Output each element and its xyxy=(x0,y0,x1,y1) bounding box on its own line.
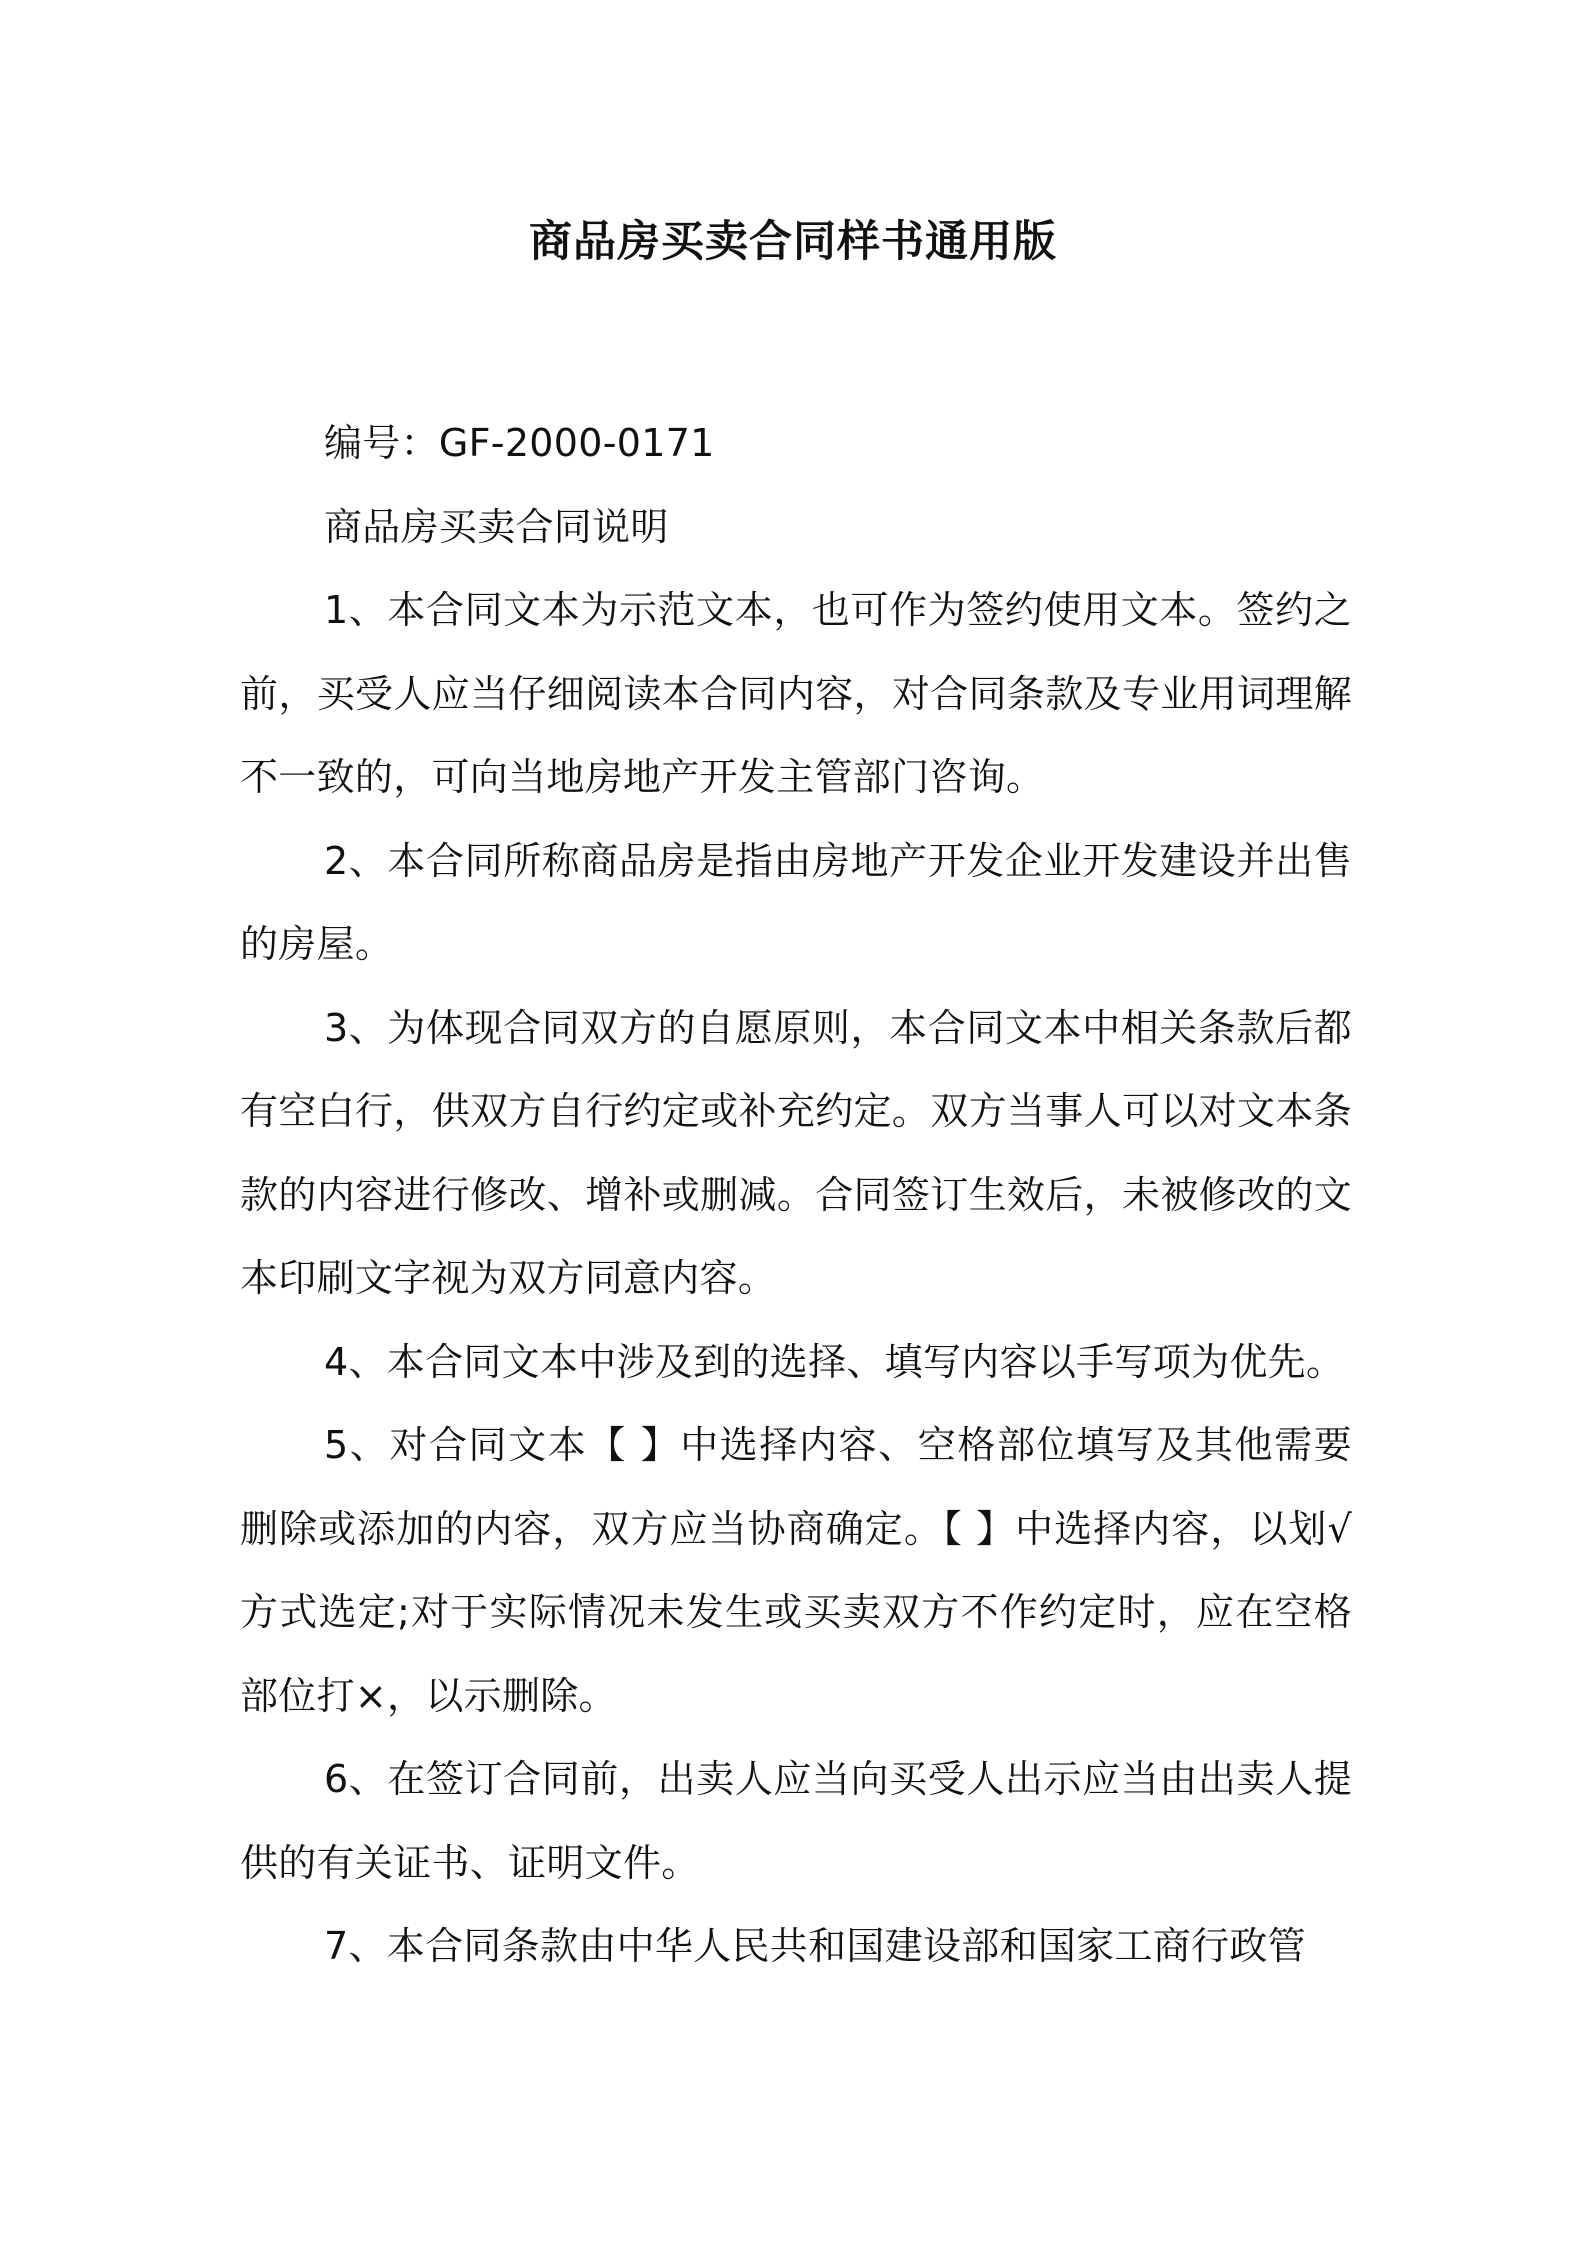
paragraph-4: 4、本合同文本中涉及到的选择、填写内容以手写项为优先。 xyxy=(324,1339,1345,1384)
document-title: 商品房买卖合同样书通用版 xyxy=(529,217,1057,267)
document-body xyxy=(240,402,1352,1989)
paragraph-5: 5、对合同文本【 】中选择内容、空格部位填写及其他需要删除或添加的内容，双方应当协商确定。【 】中选择内容，以划√方式选定;对于实际情况未发生或买卖双方不作约定时，应在空格部位打×，以示删除。 xyxy=(240,1423,1352,1718)
paragraph-3: 3、为体现合同双方的自愿原则，本合同文本中相关条款后都有空白行，供双方自行约定或补充约定。双方当事人可以对文本条款的内容进行修改、增补或删减。合同签订生效后，未被修改的文本印刷文字视为双方同意内容。 xyxy=(240,1005,1352,1300)
section-heading: 商品房买卖合同说明 xyxy=(324,504,669,549)
paragraph-2: 2、本合同所称商品房是指由房地产开发企业开发建设并出售的房屋。 xyxy=(240,838,1352,966)
paragraph-7: 7、本合同条款由中华人民共和国建设部和国家工商行政管 xyxy=(324,1924,1306,1968)
paragraph-1: 1、本合同文本为示范文本，也可作为签约使用文本。签约之前，买受人应当仔细阅读本合同内容，对合同条款及专业用词理解不一致的，可向当地房地产开发主管部门咨询。 xyxy=(240,588,1352,799)
paragraph-6: 6、在签订合同前，出卖人应当向买受人出示应当由出卖人提供的有关证书、证明文件。 xyxy=(240,1757,1352,1885)
contract-number: 编号：GF-2000-0171 xyxy=(324,421,715,465)
